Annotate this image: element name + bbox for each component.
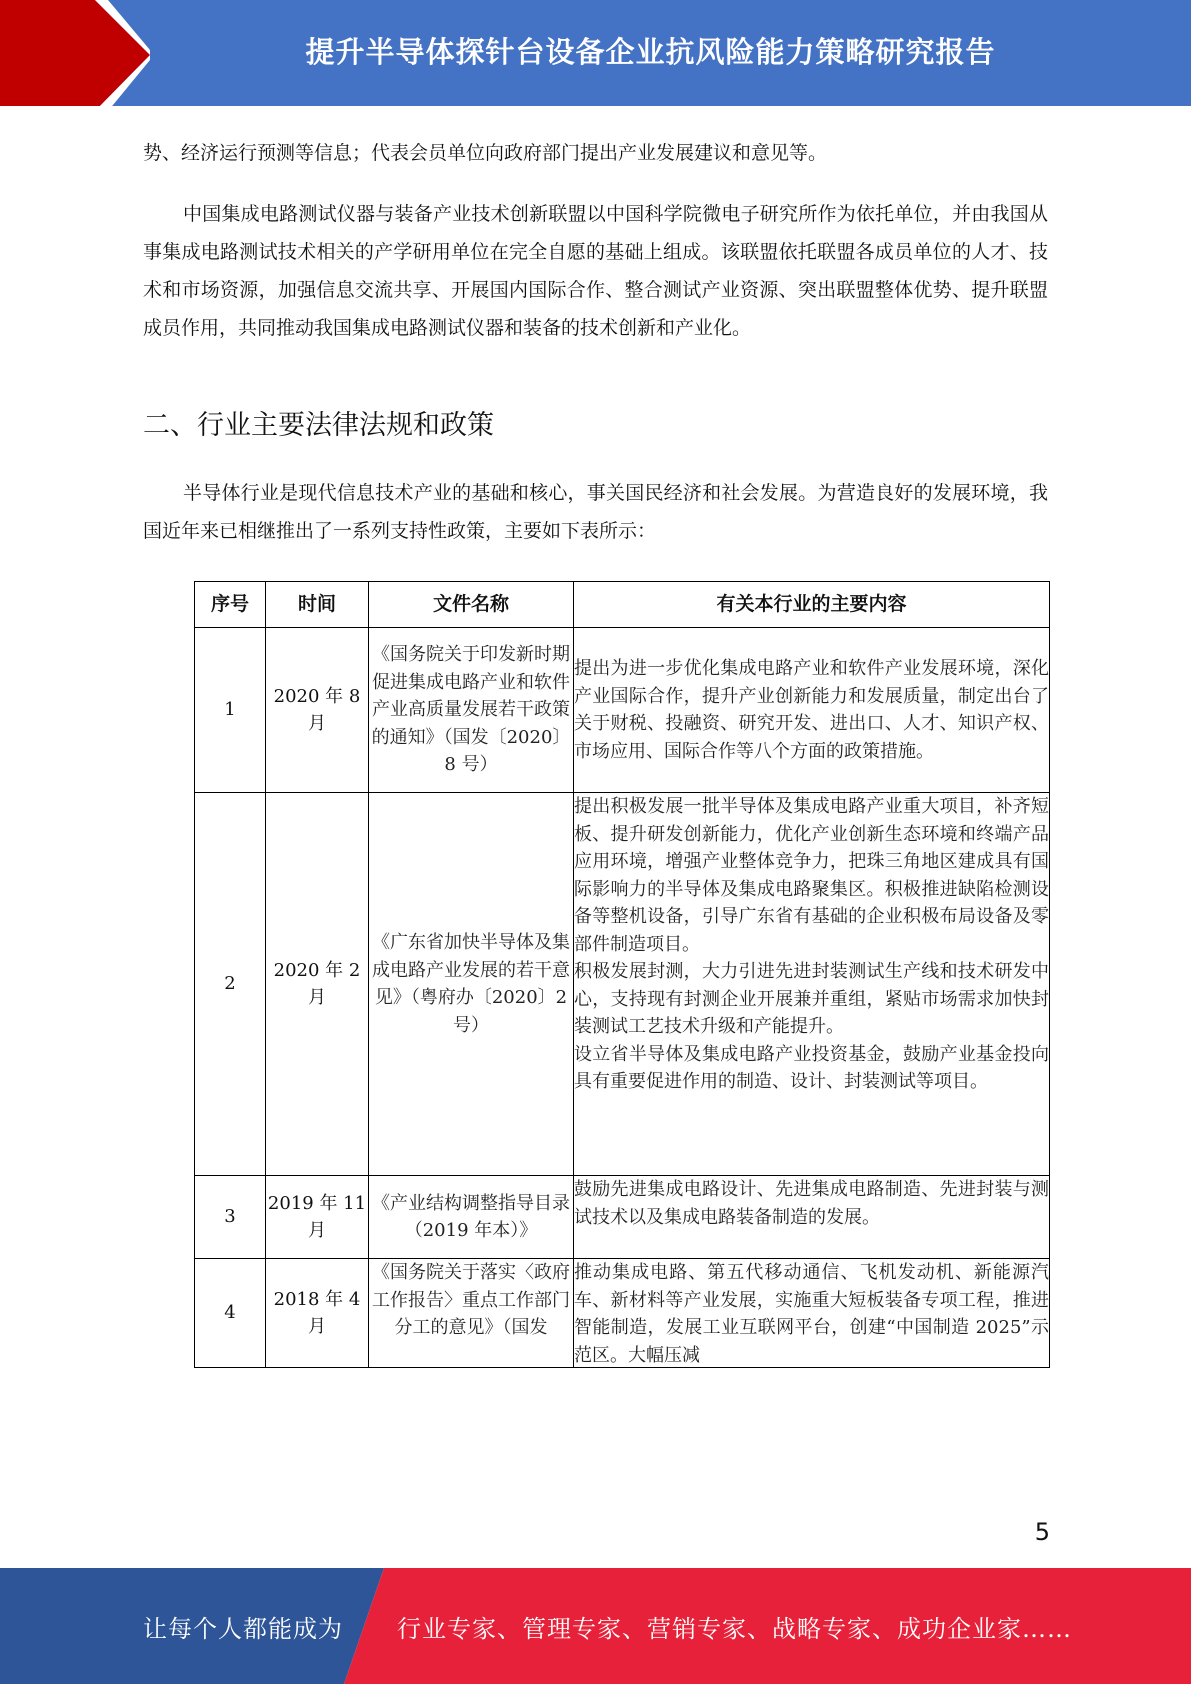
cell-no: 3 [195,1176,266,1259]
table-row [195,628,1050,793]
section-heading: 二、行业主要法律法规和政策 [143,410,494,441]
content-line: 积极发展封测，大力引进先进封装测试生产线和技术研发中心，支持现有封测企业开展兼并重组，紧贴市场需求加快封装测试工艺技术升级和产能提升。 [574,961,1049,1037]
content-line: 提出积极发展一批半导体及集成电路产业重大项目，补齐短板、提升研发创新能力，优化产业创新生态环境和终端产品应用环境，增强产业整体竞争力，把珠三角地区建成具有国际影响力的半导体及集成电路聚集区。积极推进缺陷检测设备等整机设备，引导广东省有基础的企业积极布局设备及零部件制造项目。 [574,796,1049,955]
cell-document: 《国务院关于印发新时期促进集成电路产业和软件产业高质量发展若干政策的通知》（国发〔2020〕8 号） [369,628,574,793]
cell-no: 2 [195,793,266,1176]
paragraph-continuation: 势、经济运行预测等信息；代表会员单位向政府部门提出产业发展建议和意见等。 [143,142,828,164]
report-title: 提升半导体探针台设备企业抗风险能力策略研究报告 [305,34,996,69]
table-row [195,1176,1050,1259]
cell-content [574,1259,1050,1368]
cell-document: 《产业结构调整指导目录（2019 年本）》 [369,1176,574,1259]
cell-time: 2018 年 4 月 [266,1259,369,1368]
table-row [195,793,1050,1176]
cell-no: 1 [195,628,266,793]
cell-time: 2019 年 11 月 [266,1176,369,1259]
policy-table [194,581,1050,1368]
table-row [195,1259,1050,1368]
header-content: 有关本行业的主要内容 [574,582,1050,628]
header-document: 文件名称 [369,582,574,628]
page-footer [0,1568,1191,1684]
cell-content-text: 推动集成电路、第五代移动通信、飞机发动机、新能源汽车、新材料等产业发展，实施重大短板装备专项工程，推进智能制造，发展工业互联网平台，创建“中国制造 2025”示范区。大幅压减 [574,1262,1049,1366]
cell-document [369,1259,574,1368]
page-header [0,0,1191,111]
cell-content: 提出为进一步优化集成电路产业和软件产业发展环境，深化产业国际合作，提升产业创新能力和发展质量，制定出台了关于财税、投融资、研究开发、进出口、人才、知识产权、市场应用、国际合作等八个方面的政策措施。 [574,628,1050,793]
footer-slogan-left: 让每个人都能成为 [143,1614,343,1643]
table-header-row [195,582,1050,628]
header-no: 序号 [195,582,266,628]
paragraph-alliance: 中国集成电路测试仪器与装备产业技术创新联盟以中国科学院微电子研究所作为依托单位，并由我国从事集成电路测试技术相关的产学研用单位在完全自愿的基础上组成。该联盟依托联盟各成员单位的人才、技术和市场资源，加强信息交流共享、开展国内国际合作、整合测试产业资源、突出联盟整体优势、提升联盟成员作用，共同推动我国集成电路测试仪器和装备的技术创新和产业化。 [143,203,1048,339]
header-time: 时间 [266,582,369,628]
cell-time: 2020 年 8 月 [266,628,369,793]
cell-time: 2020 年 2 月 [266,793,369,1176]
cell-content: 鼓励先进集成电路设计、先进集成电路制造、先进封装与测试技术以及集成电路装备制造的发展。 [574,1176,1050,1259]
paragraph-policy-intro: 半导体行业是现代信息技术产业的基础和核心，事关国民经济和社会发展。为营造良好的发展环境，我国近年来已相继推出了一系列支持性政策，主要如下表所示： [143,482,1048,542]
cell-document: 《广东省加快半导体及集成电路产业发展的若干意见》（粤府办〔2020〕2 号） [369,793,574,1176]
cell-no: 4 [195,1259,266,1368]
cell-content [574,793,1050,1176]
footer-slogan-right: 行业专家、管理专家、营销专家、战略专家、成功企业家…… [397,1614,1072,1643]
cell-document-text: 《国务院关于落实〈政府工作报告〉重点工作部门分工的意见》（国发 [372,1262,570,1338]
content-line: 设立省半导体及集成电路产业投资基金，鼓励产业基金投向具有重要促进作用的制造、设计、封装测试等项目。 [574,1043,1049,1092]
page-number: 5 [1034,1518,1050,1546]
